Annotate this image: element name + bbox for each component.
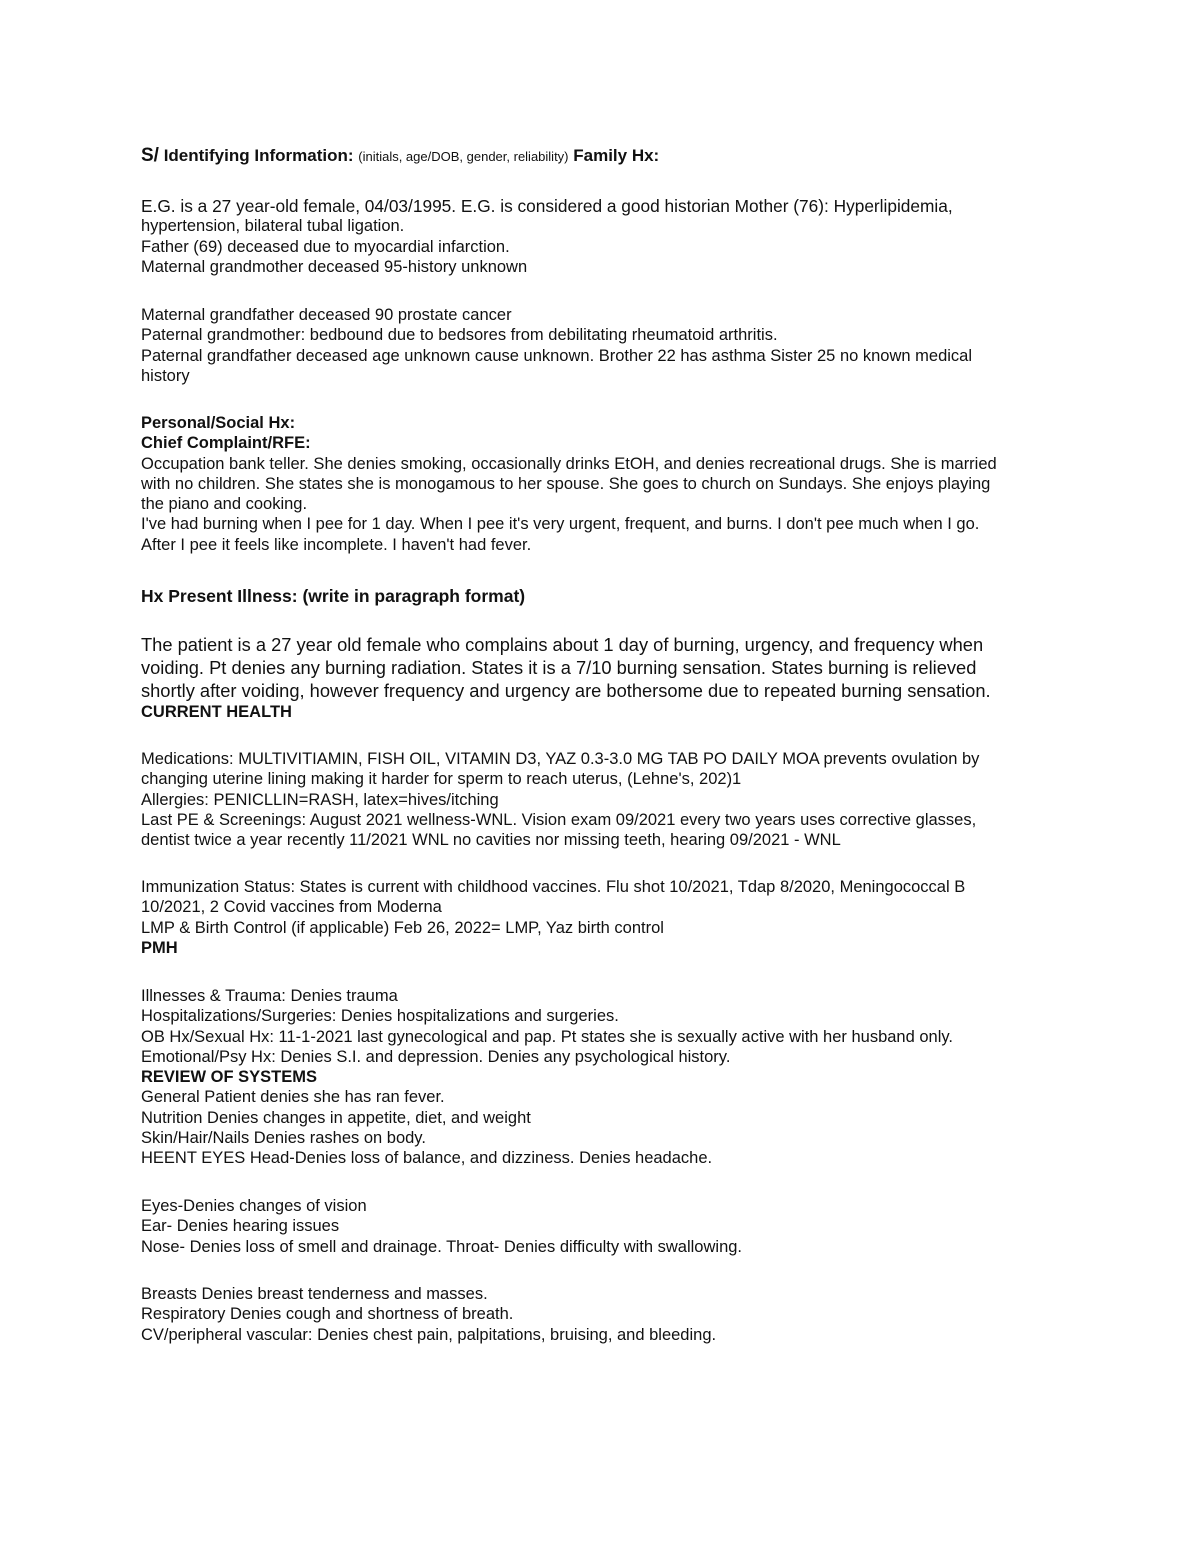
text-line: hypertension, bilateral tubal ligation. [141,217,405,236]
hpi-heading: Hx Present Illness: (write in paragraph format) [141,586,526,606]
family-hx-label: Family Hx: [573,146,660,165]
text-line: Last PE & Screenings: August 2021 wellness-WNL. Vision exam 09/2021 every two years uses corrective glasses, [141,810,977,829]
text-line: voiding. Pt denies any burning radiation. States it is a 7/10 burning sensation. States burning is relieved [141,657,977,678]
text-line: Paternal grandmother: bedbound due to bedsores from debilitating rheumatoid arthritis. [141,326,778,345]
chief-complaint-label: Chief Complaint/RFE: [141,434,311,453]
text-line: Father (69) deceased due to myocardial infarction. [141,237,510,256]
text-line: Immunization Status: States is current with childhood vaccines. Flu shot 10/2021, Tdap 8/2020, Meningococcal B [141,878,966,896]
text-line: Emotional/Psy Hx: Denies S.I. and depression. Denies any psychological history. [141,1047,731,1066]
text-line: Breasts Denies breast tenderness and masses. [141,1285,488,1303]
ros-label: REVIEW OF SYSTEMS [141,1068,318,1087]
text-line: with no children. She states she is monogamous to her spouse. She goes to church on Sundays. She enjoys playing [141,474,991,493]
text-line: General Patient denies she has ran fever. [141,1088,445,1107]
text-line: the piano and cooking. [141,495,308,514]
identity-paragraph [141,196,1081,277]
text-line: Respiratory Denies cough and shortness of breath. [141,1305,514,1324]
current-health-label: CURRENT HEALTH [141,703,292,721]
text-line: Maternal grandfather deceased 90 prostate cancer [141,306,512,324]
text-line: Ear- Denies hearing issues [141,1217,340,1236]
text-line: OB Hx/Sexual Hx: 11-1-2021 last gynecological and pap. Pt states she is sexually active with her husband only. [141,1027,953,1046]
ros-body-paragraph [141,1284,1081,1345]
text-line: Allergies: PENICLLIN=RASH, latex=hives/itching [141,790,499,809]
personal-social-label: Personal/Social Hx: [141,414,296,432]
text-line: Occupation bank teller. She denies smoking, occasionally drinks EtOH, and denies recreational drugs. She is married [141,454,997,473]
text-line: changing uterine lining making it harder for sperm to reach uterus, (Lehne's, 202)1 [141,770,742,789]
text-line: Eyes-Denies changes of vision [141,1197,367,1215]
text-line: shortly after voiding, however frequency and urgency are bothersome due to repeated burning sensation. [141,680,991,701]
text-line: HEENT EYES Head-Denies loss of balance, and dizziness. Denies headache. [141,1149,713,1168]
identifying-hint: (initials, age/DOB, gender, reliability) [358,149,569,164]
text-line: history [141,366,190,385]
text-line: After I pee it feels like incomplete. I haven't had fever. [141,535,532,554]
text-line: E.G. is a 27 year-old female, 04/03/1995. E.G. is considered a good historian Mother (76): Hyperlipidemia, [141,196,953,216]
text-line: LMP & Birth Control (if applicable) Feb 26, 2022= LMP, Yaz birth control [141,918,664,937]
family-paragraph [141,305,1081,386]
text-line: Medications: MULTIVITIAMIN, FISH OIL, VITAMIN D3, YAZ 0.3-3.0 MG TAB PO DAILY MOA prevents ovulation by [141,750,980,768]
immunization-paragraph [141,877,1081,958]
ros-heent-paragraph [141,1196,1081,1257]
text-line: Illnesses & Trauma: Denies trauma [141,987,398,1005]
hpi-paragraph [141,633,1081,722]
text-line: The patient is a 27 year old female who complains about 1 day of burning, urgency, and frequency when [141,634,984,655]
pmh-label: PMH [141,938,178,957]
text-line: Hospitalizations/Surgeries: Denies hospitalizations and surgeries. [141,1007,619,1026]
text-line: Paternal grandfather deceased age unknown cause unknown. Brother 22 has asthma Sister 25 no known medical [141,346,973,365]
identifying-label: Identifying Information: [163,146,354,165]
text-line: dentist twice a year recently 11/2021 WNL no cavities nor missing teeth, hearing 09/2021 - WNL [141,831,841,850]
pmh-paragraph [141,986,1081,1169]
text-line: Maternal grandmother deceased 95-history unknown [141,257,528,276]
text-line: Nutrition Denies changes in appetite, diet, and weight [141,1108,531,1127]
social-section [141,413,1081,555]
text-line: CV/peripheral vascular: Denies chest pain, palpitations, bruising, and bleeding. [141,1325,717,1344]
text-line: Nose- Denies loss of smell and drainage. Throat- Denies difficulty with swallowing. [141,1237,743,1256]
medications-paragraph [141,749,1081,850]
text-line: Skin/Hair/Nails Denies rashes on body. [141,1129,426,1148]
text-line: 10/2021, 2 Covid vaccines from Moderna [141,898,442,917]
subjective-heading [141,145,1081,168]
s-label: S/ [141,145,159,166]
text-line: I've had burning when I pee for 1 day. When I pee it's very urgent, frequent, and burns. I don't pee much when I go. [141,515,980,534]
